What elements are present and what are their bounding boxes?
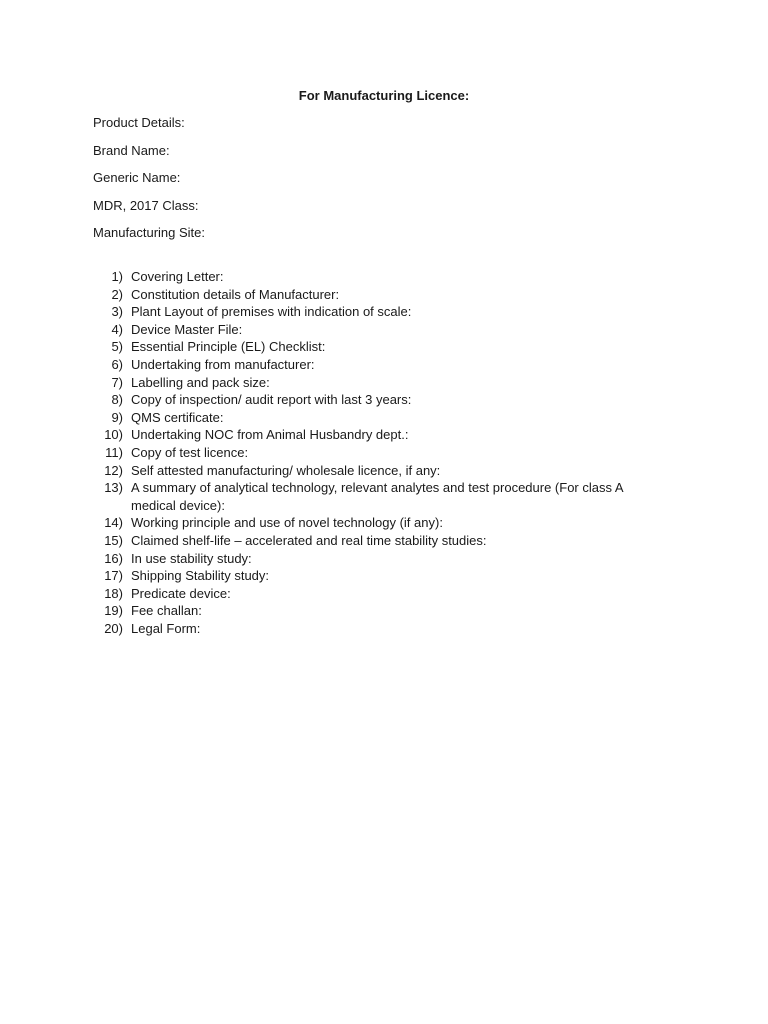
checklist-item-text: Constitution details of Manufacturer: bbox=[131, 286, 340, 302]
checklist-item-number: 16) bbox=[104, 550, 123, 566]
field-mdr-class: MDR, 2017 Class: bbox=[93, 197, 199, 213]
checklist-item-number: 14) bbox=[104, 515, 123, 531]
document-title: For Manufacturing Licence: bbox=[298, 88, 470, 103]
checklist-item bbox=[93, 268, 653, 286]
checklist-item-text: Copy of test licence: bbox=[131, 444, 249, 460]
checklist-item-text: Self attested manufacturing/ wholesale licence, if any: bbox=[131, 462, 441, 478]
checklist-item-number: 3) bbox=[111, 304, 123, 320]
checklist-item-number: 8) bbox=[111, 392, 123, 408]
checklist-item bbox=[93, 303, 653, 321]
checklist-item-text: Essential Principle (EL) Checklist: bbox=[131, 339, 326, 355]
checklist-item-text: Predicate device: bbox=[131, 585, 231, 601]
checklist-item-text: Shipping Stability study: bbox=[131, 568, 270, 584]
checklist-item-number: 9) bbox=[111, 409, 123, 425]
field-manufacturing-site: Manufacturing Site: bbox=[93, 225, 206, 241]
checklist-item-number: 13) bbox=[104, 480, 123, 496]
checklist-item bbox=[93, 567, 653, 585]
document-checklist bbox=[93, 268, 653, 637]
field-product-details: Product Details: bbox=[93, 115, 185, 130]
checklist-item bbox=[93, 602, 653, 620]
checklist-item bbox=[93, 532, 653, 550]
checklist-item-number: 15) bbox=[104, 532, 123, 548]
checklist-item-text: Device Master File: bbox=[131, 321, 243, 337]
field-brand-name: Brand Name: bbox=[93, 142, 170, 158]
checklist-item-number: 11) bbox=[105, 444, 123, 460]
checklist-item-text: Copy of inspection/ audit report with last 3 years: bbox=[131, 392, 412, 408]
checklist-item-number: 5) bbox=[111, 339, 123, 355]
checklist-item-text: Labelling and pack size: bbox=[131, 374, 270, 390]
checklist-item-text: Fee challan: bbox=[131, 603, 202, 619]
checklist-item-text: Covering Letter: bbox=[131, 269, 224, 284]
checklist-item-text: In use stability study: bbox=[131, 550, 252, 566]
checklist-item bbox=[93, 426, 653, 444]
checklist-item-number: 7) bbox=[111, 374, 123, 390]
checklist-item bbox=[93, 550, 653, 568]
checklist-item-text: Legal Form: bbox=[131, 620, 201, 636]
checklist-item bbox=[93, 356, 653, 374]
checklist-item-text: Undertaking from manufacturer: bbox=[131, 356, 315, 372]
checklist-item-number: 17) bbox=[104, 568, 123, 584]
checklist-item-number: 19) bbox=[104, 603, 123, 619]
checklist-item-number: 18) bbox=[104, 585, 123, 601]
checklist-item bbox=[93, 409, 653, 427]
checklist-item-number: 12) bbox=[104, 462, 123, 478]
checklist-item-number: 1) bbox=[111, 269, 123, 284]
checklist-item-number: 20) bbox=[104, 620, 123, 636]
checklist-item bbox=[93, 514, 653, 532]
product-fields bbox=[93, 114, 205, 252]
checklist-item bbox=[93, 444, 653, 462]
checklist-item bbox=[93, 620, 653, 638]
checklist-item-text: Undertaking NOC from Animal Husbandry dept.: bbox=[131, 427, 409, 443]
checklist-item-number: 4) bbox=[111, 321, 123, 337]
checklist-item-number: 10) bbox=[104, 427, 123, 443]
checklist-item-text: Plant Layout of premises with indication of scale: bbox=[131, 304, 412, 320]
checklist-item bbox=[93, 338, 653, 356]
checklist-item-number: 2) bbox=[111, 286, 123, 302]
checklist-item-number: 6) bbox=[111, 356, 123, 372]
checklist-item bbox=[93, 479, 653, 514]
field-generic-name: Generic Name: bbox=[93, 170, 181, 186]
checklist-item bbox=[93, 286, 653, 304]
checklist-item bbox=[93, 374, 653, 392]
checklist-item bbox=[93, 585, 653, 603]
checklist-item bbox=[93, 462, 653, 480]
checklist-item bbox=[93, 391, 653, 409]
checklist-item-text: QMS certificate: bbox=[131, 409, 224, 425]
checklist-item bbox=[93, 321, 653, 339]
checklist-item-text: Working principle and use of novel technology (if any): bbox=[131, 515, 443, 531]
checklist-item-text: A summary of analytical technology, relevant analytes and test procedure (For class A medical device): bbox=[131, 480, 623, 513]
checklist-item-text: Claimed shelf-life – accelerated and real time stability studies: bbox=[131, 532, 487, 548]
